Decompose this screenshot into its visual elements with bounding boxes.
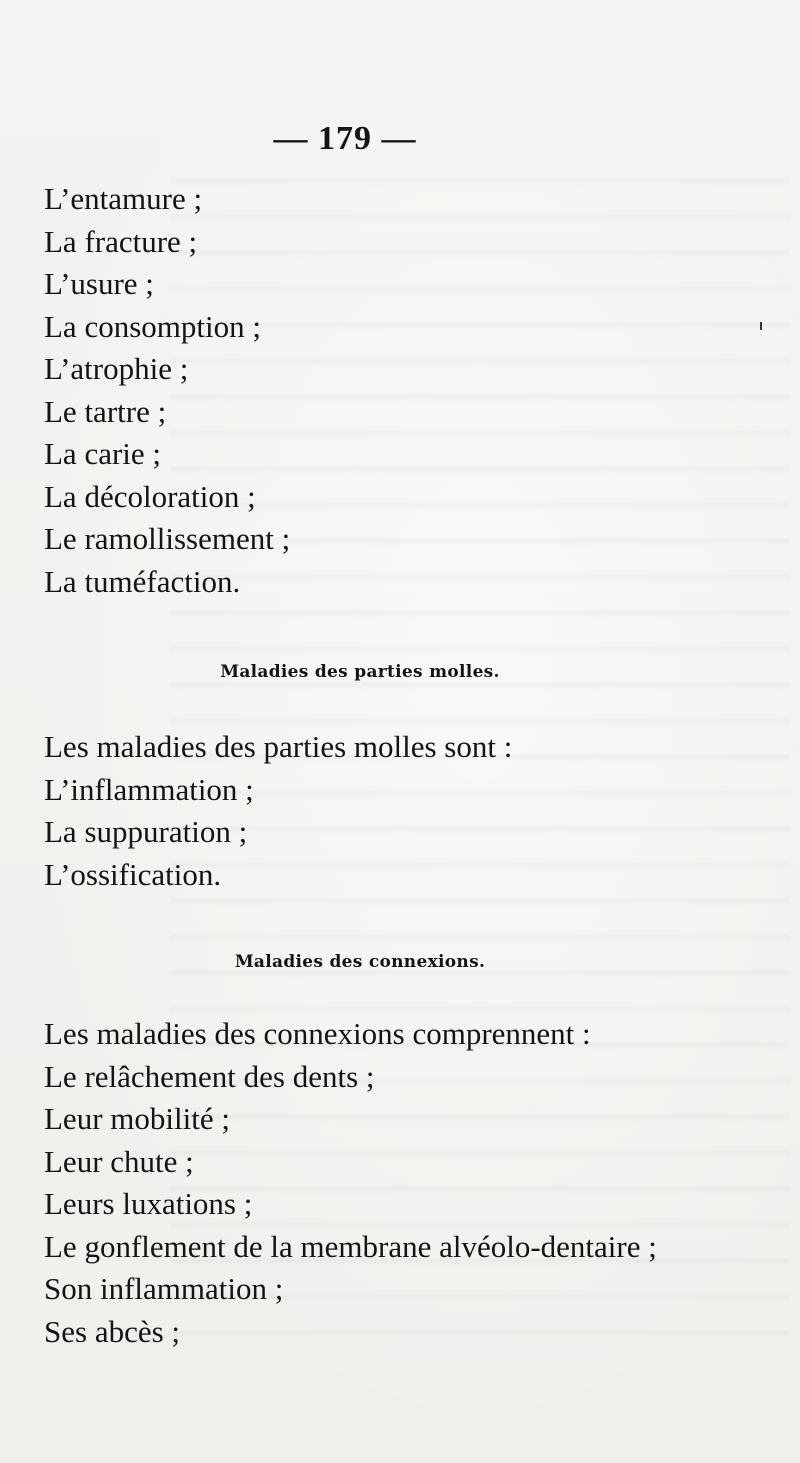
list-line: L’ossification. (44, 856, 222, 892)
list-line: La suppuration ; (44, 814, 248, 849)
list-line: La consomption ; (44, 308, 261, 344)
list-line: L’atrophie ; (44, 351, 189, 386)
list-line: La décoloration ; (44, 478, 256, 514)
list-line: L’inflammation ; (44, 771, 254, 807)
list-line: Le ramollissement ; (44, 521, 291, 556)
list-line: L’entamure ; (44, 181, 203, 216)
hard-tissue-disease-list (44, 178, 290, 603)
list-line: La tuméfaction. (44, 563, 241, 599)
list-line: Ses abcès ; (44, 1313, 181, 1349)
list-line: Son inflammation ; (44, 1271, 284, 1306)
connexions-disease-list (44, 1013, 657, 1353)
list-line: Les maladies des connexions comprennent : (44, 1016, 591, 1051)
list-line: La carie ; (44, 436, 162, 471)
list-line: Le tartre ; (44, 393, 167, 429)
list-line: Leurs luxations ; (44, 1186, 253, 1221)
list-line: Le relâchement des dents ; (44, 1058, 375, 1094)
soft-parts-disease-list (44, 726, 512, 896)
section-heading-connexions: Maladies des connexions. (234, 952, 486, 972)
list-line: Leur chute ; (44, 1143, 194, 1179)
margin-mark (760, 322, 762, 330)
page-number: — 179 — (273, 120, 417, 157)
list-line: L’usure ; (44, 266, 154, 301)
list-line: Les maladies des parties molles sont : (44, 729, 513, 764)
list-line: Le gonflement de la membrane alvéolo-dentaire ; (44, 1228, 657, 1264)
section-heading-soft-parts: Maladies des parties molles. (220, 662, 500, 682)
list-line: Leur mobilité ; (44, 1101, 230, 1136)
list-line: La fracture ; (44, 223, 198, 259)
